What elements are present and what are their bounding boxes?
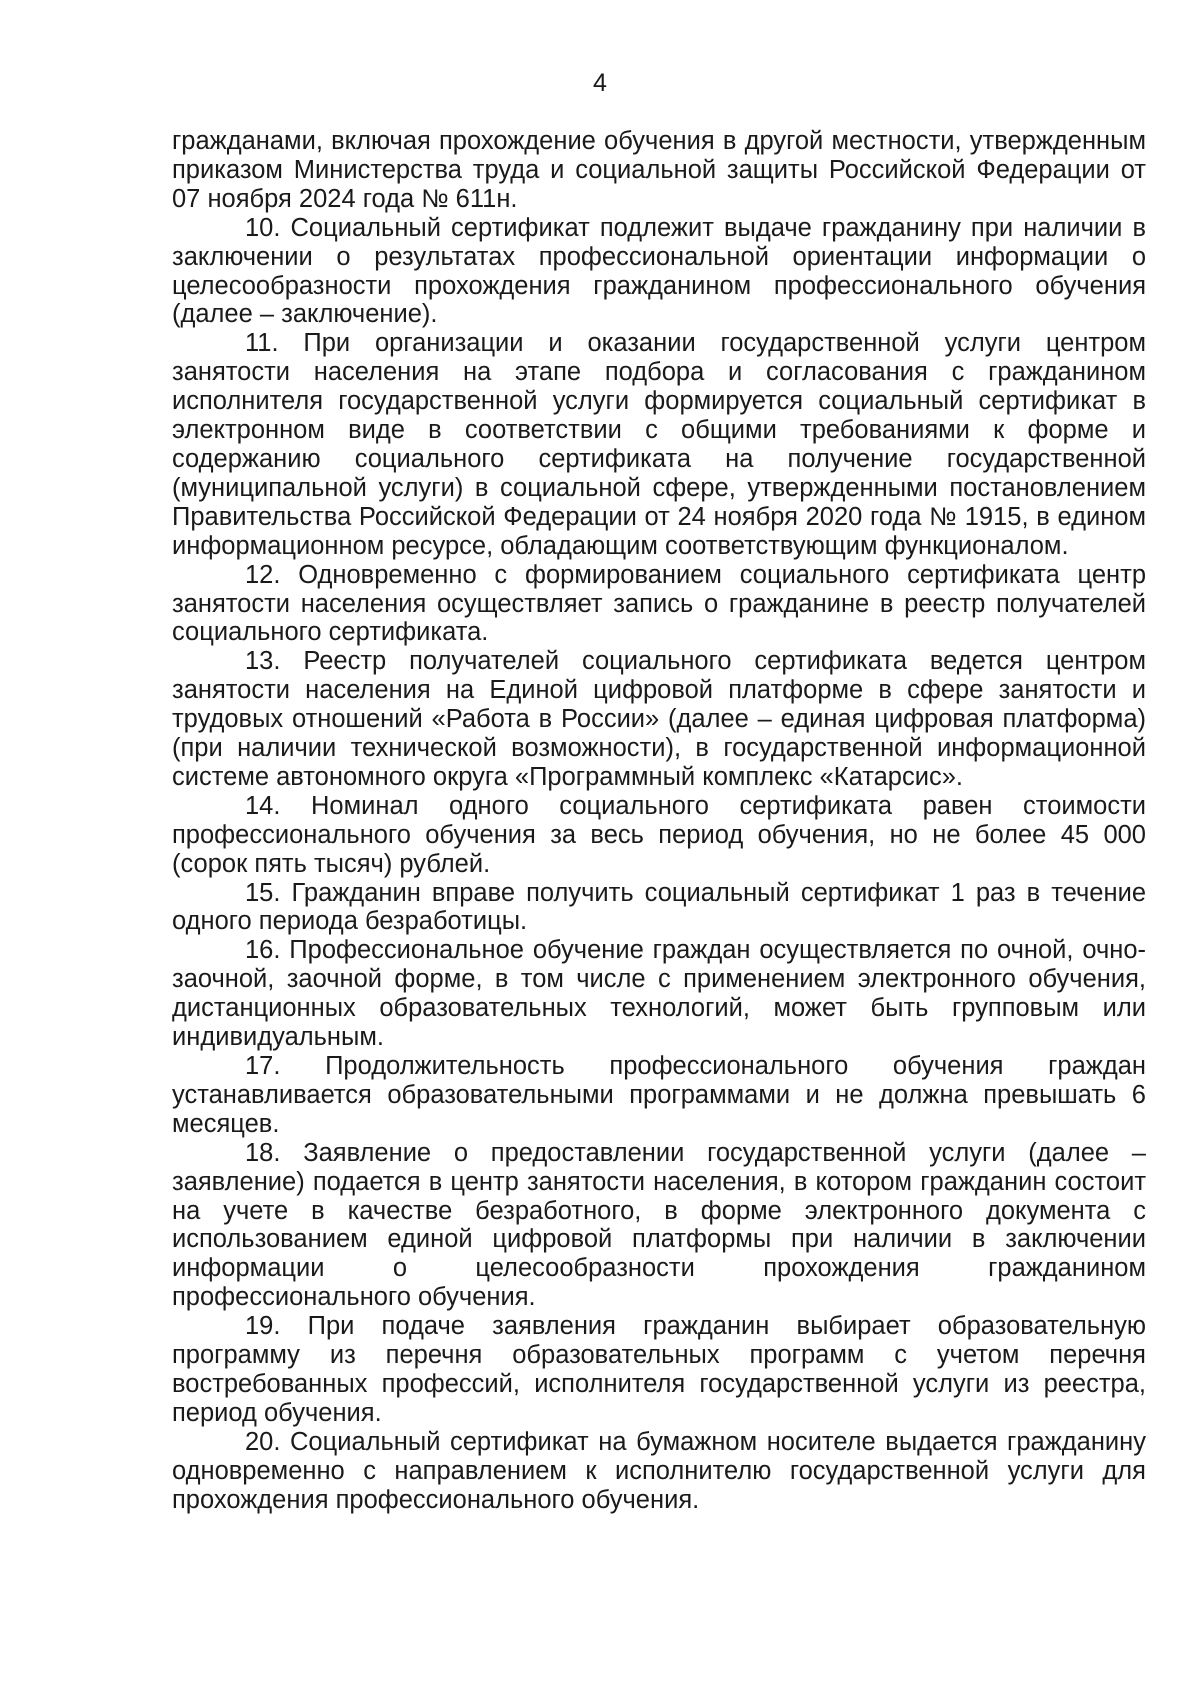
paragraph-item-19: 19. При подаче заявления гражданин выбирает образовательную программу из перечня образовательных программ с учетом перечня востребованных профессий, исполнителя государственной услуги из реестра, период обучения. (172, 1312, 1146, 1427)
paragraph-item-17: 17. Продолжительность профессионального обучения граждан устанавливается образовательными программами и не должна превышать 6 месяцев. (172, 1052, 1146, 1138)
paragraph-item-14: 14. Номинал одного социального сертификата равен стоимости профессионального обучения за весь период обучения, но не более 45 000 (сорок пять тысяч) рублей. (172, 791, 1146, 878)
paragraph-continuation: гражданами, включая прохождение обучения в другой местности, утвержденным приказом Министерства труда и социальной защиты Российской Федерации от 07 ноября 2024 года № 611н. (172, 127, 1146, 213)
paragraph-item-13: 13. Реестр получателей социального сертификата ведется центром занятости населения на Единой цифровой платформе в сфере занятости и трудовых отношений «Работа в России» (далее – единая цифровая платформа) (при наличии технической возможности), в государственной информационной системе автономного округа «Программный комплекс «Катарсис». (172, 647, 1146, 791)
page-number: 4 (593, 69, 607, 97)
paragraph-item-12: 12. Одновременно с формированием социального сертификата центр занятости населения осуществляет запись о гражданине в реестр получателей социального сертификата. (172, 560, 1146, 647)
document-body (172, 127, 1146, 1515)
paragraph-item-10: 10. Социальный сертификат подлежит выдаче гражданину при наличии в заключении о результатах профессиональной ориентации информации о целесообразности прохождения гражданином профессионального обучения (далее – заключение). (172, 213, 1146, 329)
paragraph-item-16: 16. Профессиональное обучение граждан осуществляется по очной, очно-заочной, заочной форме, в том числе с применением электронного обучения, дистанционных образовательных технологий, может быть групповым или индивидуальным. (172, 936, 1146, 1052)
paragraph-item-15: 15. Гражданин вправе получить социальный сертификат 1 раз в течение одного периода безработицы. (172, 878, 1146, 936)
paragraph-item-11: 11. При организации и оказании государственной услуги центром занятости населения на этапе подбора и согласования с гражданином исполнителя государственной услуги формируется социальный сертификат в электронном виде в соответствии с общими требованиями к форме и содержанию социального сертификата на получение государственной (муниципальной услуги) в социальной сфере, утвержденными постановлением Правительства Российской Федерации от 24 ноября 2020 года № 1915, в едином информационном ресурсе, обладающим соответствующим функционалом. (172, 329, 1146, 560)
paragraph-item-20: 20. Социальный сертификат на бумажном носителе выдается гражданину одновременно с направлением к исполнителю государственной услуги для прохождения профессионального обучения. (172, 1427, 1146, 1514)
paragraph-item-18: 18. Заявление о предоставлении государственной услуги (далее – заявление) подается в центр занятости населения, в котором гражданин состоит на учете в качестве безработного, в форме электронного документа с использованием единой цифровой платформы при наличии в заключении информации о целесообразности прохождения гражданином профессионального обучения. (172, 1138, 1146, 1312)
